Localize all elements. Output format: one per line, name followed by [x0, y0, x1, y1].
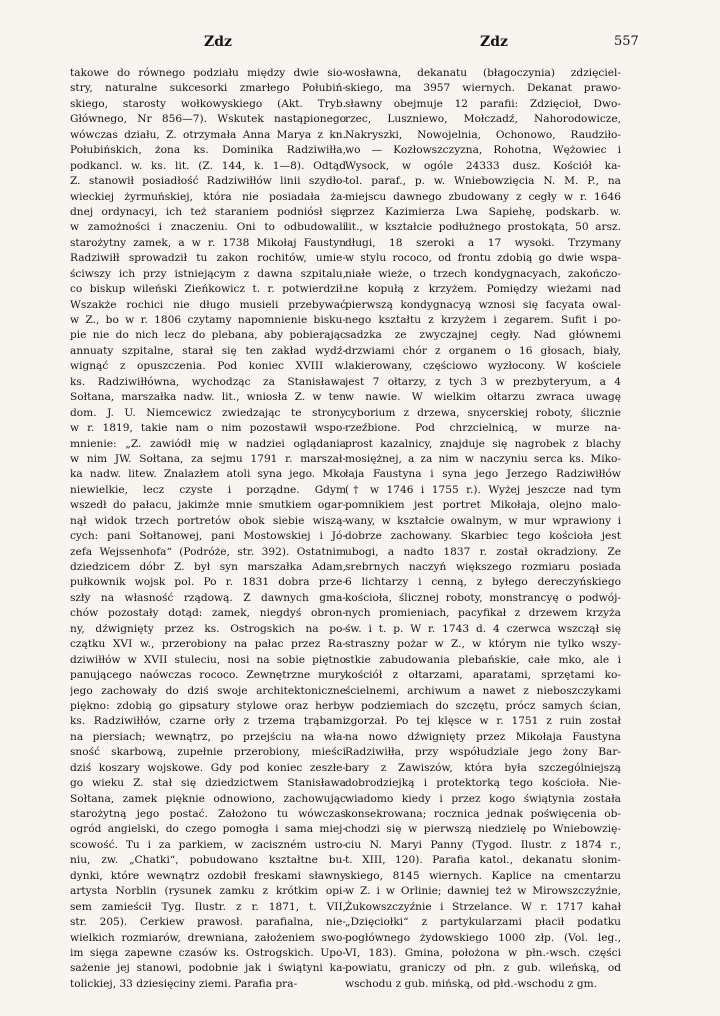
- text-line: św. i t. p. W r. 1743 d. 4 czerwca wszczął się: [345, 622, 621, 635]
- text-line: dobrze zachowany. Skarbiec tego kościoła jest: [345, 530, 621, 543]
- text-line: jest 7 ołtarzy, z tych 3 w prezbyteryum, a 4: [345, 375, 621, 388]
- text-line: sławny obejmuje 12 parafii: Zdzięcioł, Dwo-: [345, 97, 621, 110]
- text-line: konsekrowana; rocznica jednak poświęcenia ob-: [345, 808, 621, 820]
- text-line: ka nadw. litew. Znalazłem atoli syna jego. Mko: [70, 468, 346, 481]
- text-line: cych: pani Sołtanowej, pani Mostowskiej i Jó-: [70, 530, 346, 543]
- text-line: rzec, Luszniewo, Mołczadź, Nahorodowicze,: [345, 113, 621, 126]
- text-line: Wysock, w ogóle 24333 dusz. Kościół ka-: [345, 159, 621, 172]
- text-line: wo — Kozłowszczyzna, Rohotna, Wężowiec i: [345, 144, 621, 157]
- text-line: ks. Radziwiłłów, czarne orły z trzema trąbami: [70, 715, 346, 728]
- text-line: tolickiej, 33 dziesięciny ziemi. Parafia pra-: [70, 977, 298, 990]
- text-line: dnej ordynacyi, ich też staraniem podniósł się: [70, 205, 346, 218]
- text-line: pułkownik wojsk pol. Po r. 1831 dobra prze-: [70, 576, 346, 589]
- text-line: ubogi, a nadto 1837 r. został okradziony. Ze: [345, 545, 621, 558]
- text-line: w r. 1819, takie nam o nim pozostawił wspo-: [70, 422, 346, 435]
- text-line: dynki, które wewnątrz ozdobił freskami sławny: [70, 869, 346, 882]
- text-line: im sięga zapewne czasów ks. Ostrogskich. Upo-: [70, 946, 346, 959]
- text-line: przez Kazimierza Lwa Sapiehę, podskarb. w.: [345, 205, 621, 218]
- text-line: czątku XVI w., przerobiony na pałac przez Ra-: [70, 638, 346, 651]
- text-line: nego kształtu z krzyżem i zegarem. Sufit i po-: [345, 314, 621, 326]
- text-line: wany, w kształcie owalnym, w mur wprawiony i: [345, 514, 621, 527]
- text-line: lakierowany, częściowo wyzłocony. W kościele: [345, 360, 621, 373]
- text-line: straszny pożar w Z., w którym nie tylko wszy-: [345, 638, 621, 651]
- text-line: wieckiej żyrmuńskiej, która nie posiadała ża-: [70, 190, 346, 203]
- text-line: sność skarbową, zupełnie przerobiony, mieści: [70, 746, 346, 759]
- text-line: Połubińskich, żona ks. Dominika Radziwiłła,: [70, 144, 346, 157]
- header-center-title: Zdz: [480, 34, 508, 50]
- text-line: Głównego, Nr 856—7). Wskutek nastąpionego: [70, 113, 346, 126]
- text-line: starożytną jego postać. Założono tu wówczas: [70, 808, 346, 820]
- text-line: Radziwiłł sprowadził tu zakon rochitów, umie-: [70, 252, 346, 265]
- text-line: ny, dźwignięty przez ks. Ostrogskich na po-: [70, 622, 346, 635]
- text-line: 6 lichtarzy i cenną, z byłego dereczyńskiego: [345, 576, 621, 589]
- text-line: ściwszy ich przy istniejącym z dawna szpitalu,: [70, 267, 346, 280]
- text-line: na piersiach; wewnątrz, po przejściu na wła-: [70, 730, 346, 743]
- text-line: annuaty szpitalne, starał się ten zakład wydź-: [70, 344, 346, 357]
- text-line: tol. paraf., p. w. Wniebowzięcia N. M. P., na: [345, 175, 621, 188]
- text-line: lit., w kształcie podłużnego prostokąta, 50 arsz.: [345, 221, 621, 234]
- text-line: w zamożności i znaczeniu. Oni to odbudowali: [70, 221, 346, 234]
- text-line: go wieku Z. stał się dziedzictwem Stanisława: [70, 777, 346, 790]
- text-line: sem zamieścił Tyg. Ilustr. z r. 1871, t. VII,: [70, 900, 346, 913]
- text-line: łaja Faustyna i syna jego Jerzego Radziwiłłów: [345, 468, 621, 481]
- text-line: rzeźbione. Pod chrzcielnicą, w murze na-: [345, 422, 621, 435]
- text-line: t. XIII, 120). Parafia katol., dekanatu słonim-: [345, 854, 621, 867]
- text-line: takowe do równego podziału między dwie sio-: [70, 67, 346, 79]
- text-line: niewielkie, lecz czyste i porządne. Gdym: [70, 483, 346, 496]
- text-line: na nowo dźwignięty przez Mikołaja Faustyna: [345, 730, 621, 743]
- text-line: srebrnych naczyń większego rozmiaru posiada: [345, 561, 621, 573]
- text-line: Sołtana, marszałka nadw. lit., wniosła Z. w ten: [70, 391, 346, 404]
- text-line: w Z., bo w r. 1806 czytamy napomnienie bisku-: [70, 314, 346, 326]
- text-line: zgorzał. Po tej klęsce w r. 1751 z ruin został: [345, 715, 621, 728]
- text-line: drzwiami chór z organem o 16 głosach, biały,: [345, 344, 621, 357]
- text-line: stkie zabudowania plebańskie, całe mko, ale i: [345, 653, 621, 666]
- text-line: wignąć z opuszczenia. Pod koniec XVIII w.: [70, 360, 346, 373]
- text-line: pogłównego żydowskiego 1000 złp. (Vol. leg.,: [345, 931, 621, 944]
- text-line: dziwiłłów w XVII stuleciu, nosi na sobie piętno: [70, 653, 346, 666]
- text-line: powiatu, graniczy od płn. z gub. wileńską, od: [345, 962, 621, 975]
- text-line: Wszakże rochici nie długo musieli przebywać: [70, 298, 346, 311]
- text-line: mosiężnej, a za nim w naczyniu serca ks. Miko-: [345, 452, 621, 465]
- text-line: długi, 18 szeroki a 17 wysoki. Trzymany: [345, 236, 621, 249]
- header-left-title: Zdz: [204, 34, 232, 50]
- text-line: Sołtana, zamek pięknie odnowiono, zachowując: [70, 792, 346, 805]
- text-line: mnienie: „Z. zawiódł mię w nadziei oglądania: [70, 437, 346, 450]
- text-line: Radziwiłła, przy współudziale jego żony Bar-: [345, 746, 621, 759]
- text-line: bary z Zawiszów, która była szczególniejszą: [345, 761, 621, 774]
- text-line: pie nie do nich lecz do plebana, aby pobierając: [70, 329, 346, 342]
- running-header: [0, 34, 720, 54]
- text-line: panującego naówczas rococo. Zewnętrzne mury: [70, 669, 346, 682]
- text-line: w nawie. W wielkim ołtarzu zwraca uwagę: [345, 391, 621, 404]
- text-line: w Z. i w Orlinie; dawniej też w Mirowszczyźnie,: [345, 885, 621, 898]
- text-line: kościół z ołtarzami, aparatami, sprzętami ko-: [345, 669, 621, 682]
- text-line: w nim JW. Sołtana, za sejmu 1791 r. marszał-: [70, 452, 346, 465]
- text-line: sadzka ze zwyczajnej cegły. Nad głównemi: [345, 329, 621, 342]
- text-line: dziedzicem dóbr Z. był syn marszałka Adam,: [70, 561, 346, 573]
- text-line: sażenie jej stanowi, podobnie jak i świątyni ka-: [70, 962, 346, 975]
- text-line: jego zachowały do dziś swoje architektoniczne: [70, 684, 346, 697]
- text-line: miejscu dawnego zbudowany z cegły w r. 1646: [345, 190, 621, 203]
- text-line: dobrodziejką i protektorką tego kościoła. Nie-: [345, 777, 621, 790]
- text-line: chów pozostały dotąd: zamek, niegdyś obron-: [70, 607, 346, 620]
- text-line: skiego, starosty wołkowyskiego (Akt. Tryb.: [70, 97, 346, 110]
- left-text-column: [70, 66, 346, 992]
- page-number: 557: [614, 34, 639, 49]
- text-line: VI, 183). Gmina, położona w płn.-wsch. części: [345, 946, 621, 959]
- text-line: kościoła, ślicznej roboty, monstrancyę o podwój-: [345, 591, 621, 604]
- text-line: prost kazalnicy, znajduje się nagrobek z blachy: [345, 437, 621, 450]
- text-line: († w 1746 i 1755 r.). Wyżej jeszcze nad tym: [345, 483, 621, 496]
- text-line: wielkich rozmiarów, drewniana, założeniem swo-: [70, 931, 346, 944]
- text-line: wówczas działu, Z. otrzymała Anna Marya z kn.: [70, 128, 346, 141]
- text-line: ne kopułą z krzyżem. Pomiędzy wieżami nad: [345, 283, 621, 296]
- text-line: Z. stanowił posiadłość Radziwiłłów linii szydło-: [70, 175, 346, 188]
- text-line: szły na własność rządową. Z dawnych gma-: [70, 591, 346, 604]
- text-line: ciu N. Maryi Panny (Tygod. Ilustr. z 1874 r.,: [345, 838, 621, 851]
- text-line: Nakryszki, Nowojelnia, Ochonowo, Raudziło-: [345, 128, 621, 141]
- text-line: wszedł do pałacu, jakimże mnie smutkiem ogar-: [70, 499, 346, 512]
- text-line: co biskup wileński Zieńkowicz t. r. potwierdził.: [70, 283, 346, 296]
- text-line: ogród angielski, do czego pomogła i sama miej-: [70, 823, 346, 836]
- text-line: niałe wieże, o trzech kondygnacyach, zakończo-: [345, 267, 621, 280]
- text-line: w podziemiach do szczętu, prócz samych ścian,: [345, 699, 621, 712]
- text-line: pomnikiem jest portret Mikołaja, olejno malo-: [345, 499, 621, 512]
- text-line: cyborium z drzewa, snycerskiej roboty, ślicznie: [345, 406, 621, 419]
- text-line: piękno: zdobią go gipsatury stylowe oraz herby: [70, 699, 346, 712]
- text-line: podkancl. w. ks. lit. (Z. 144, k. 1—8). Odtąd: [70, 159, 346, 172]
- text-line: skiego, 8145 wiernych. Kaplice na cmentarzu: [345, 869, 621, 882]
- text-line: niu, zw. „Chatki“, pobudowano kształtne bu-: [70, 854, 346, 867]
- text-line: w stylu rococo, od frontu zdobią go dwie wspa-: [345, 252, 621, 265]
- text-line: Żukowszczyźnie i Strzelance. W r. 1717 kahał: [345, 900, 621, 913]
- text-line: wiadomo kiedy i przez kogo świątynia została: [345, 792, 621, 805]
- text-line: ścielnemi, archiwum a nawet z nieboszczykami: [345, 684, 621, 697]
- text-line: nych promieniach, pacyfikał z drzewem krzyża: [345, 607, 621, 620]
- text-line: scowość. Tu i za parkiem, w zaciszném ustro-: [70, 838, 346, 851]
- text-line: „Dzięciołki“ z partykularzami płacił podatku: [345, 916, 621, 929]
- text-line: ks. Radziwiłłówna, wychodząc za Stanisława: [70, 375, 346, 388]
- text-line: pierwszą kondygnacyą wznosi się facyata owal-: [345, 298, 621, 311]
- text-line: zefa Wejssenhofa“ (Podróże, str. 392). Ostatnim: [70, 545, 346, 558]
- text-line: dziś koszary wojskowe. Gdy pod koniec zeszłe-: [70, 761, 346, 774]
- text-line: starożytny zamek, a w r. 1738 Mikołaj Faustyn: [70, 236, 346, 249]
- text-line: nął widok trzech portretów obok siebie wiszą-: [70, 514, 346, 527]
- text-line: artysta Norblin (rysunek zamku z krótkim opi-: [70, 885, 346, 898]
- text-line: chodzi się w pierwszą niedzielę po Wniebowzię-: [345, 823, 621, 836]
- text-line: skiego, ma 3957 wiernych. Dekanat prawo-: [345, 82, 621, 95]
- text-line: wosławna, dekanatu (błagoczynia) zdzięciel-: [345, 67, 621, 79]
- text-line: stry, naturalne sukcesorki zmarłego Połubiń-: [70, 82, 346, 95]
- text-line: wschodu z gub. mińską, od płd.-wschodu z gm.: [345, 977, 598, 990]
- text-line: dom. J. U. Niemcewicz zwiedzając te strony: [70, 406, 346, 419]
- right-text-column: [345, 66, 621, 992]
- text-line: str. 205). Cerkiew prawosł. parafialna, nie-: [70, 916, 346, 929]
